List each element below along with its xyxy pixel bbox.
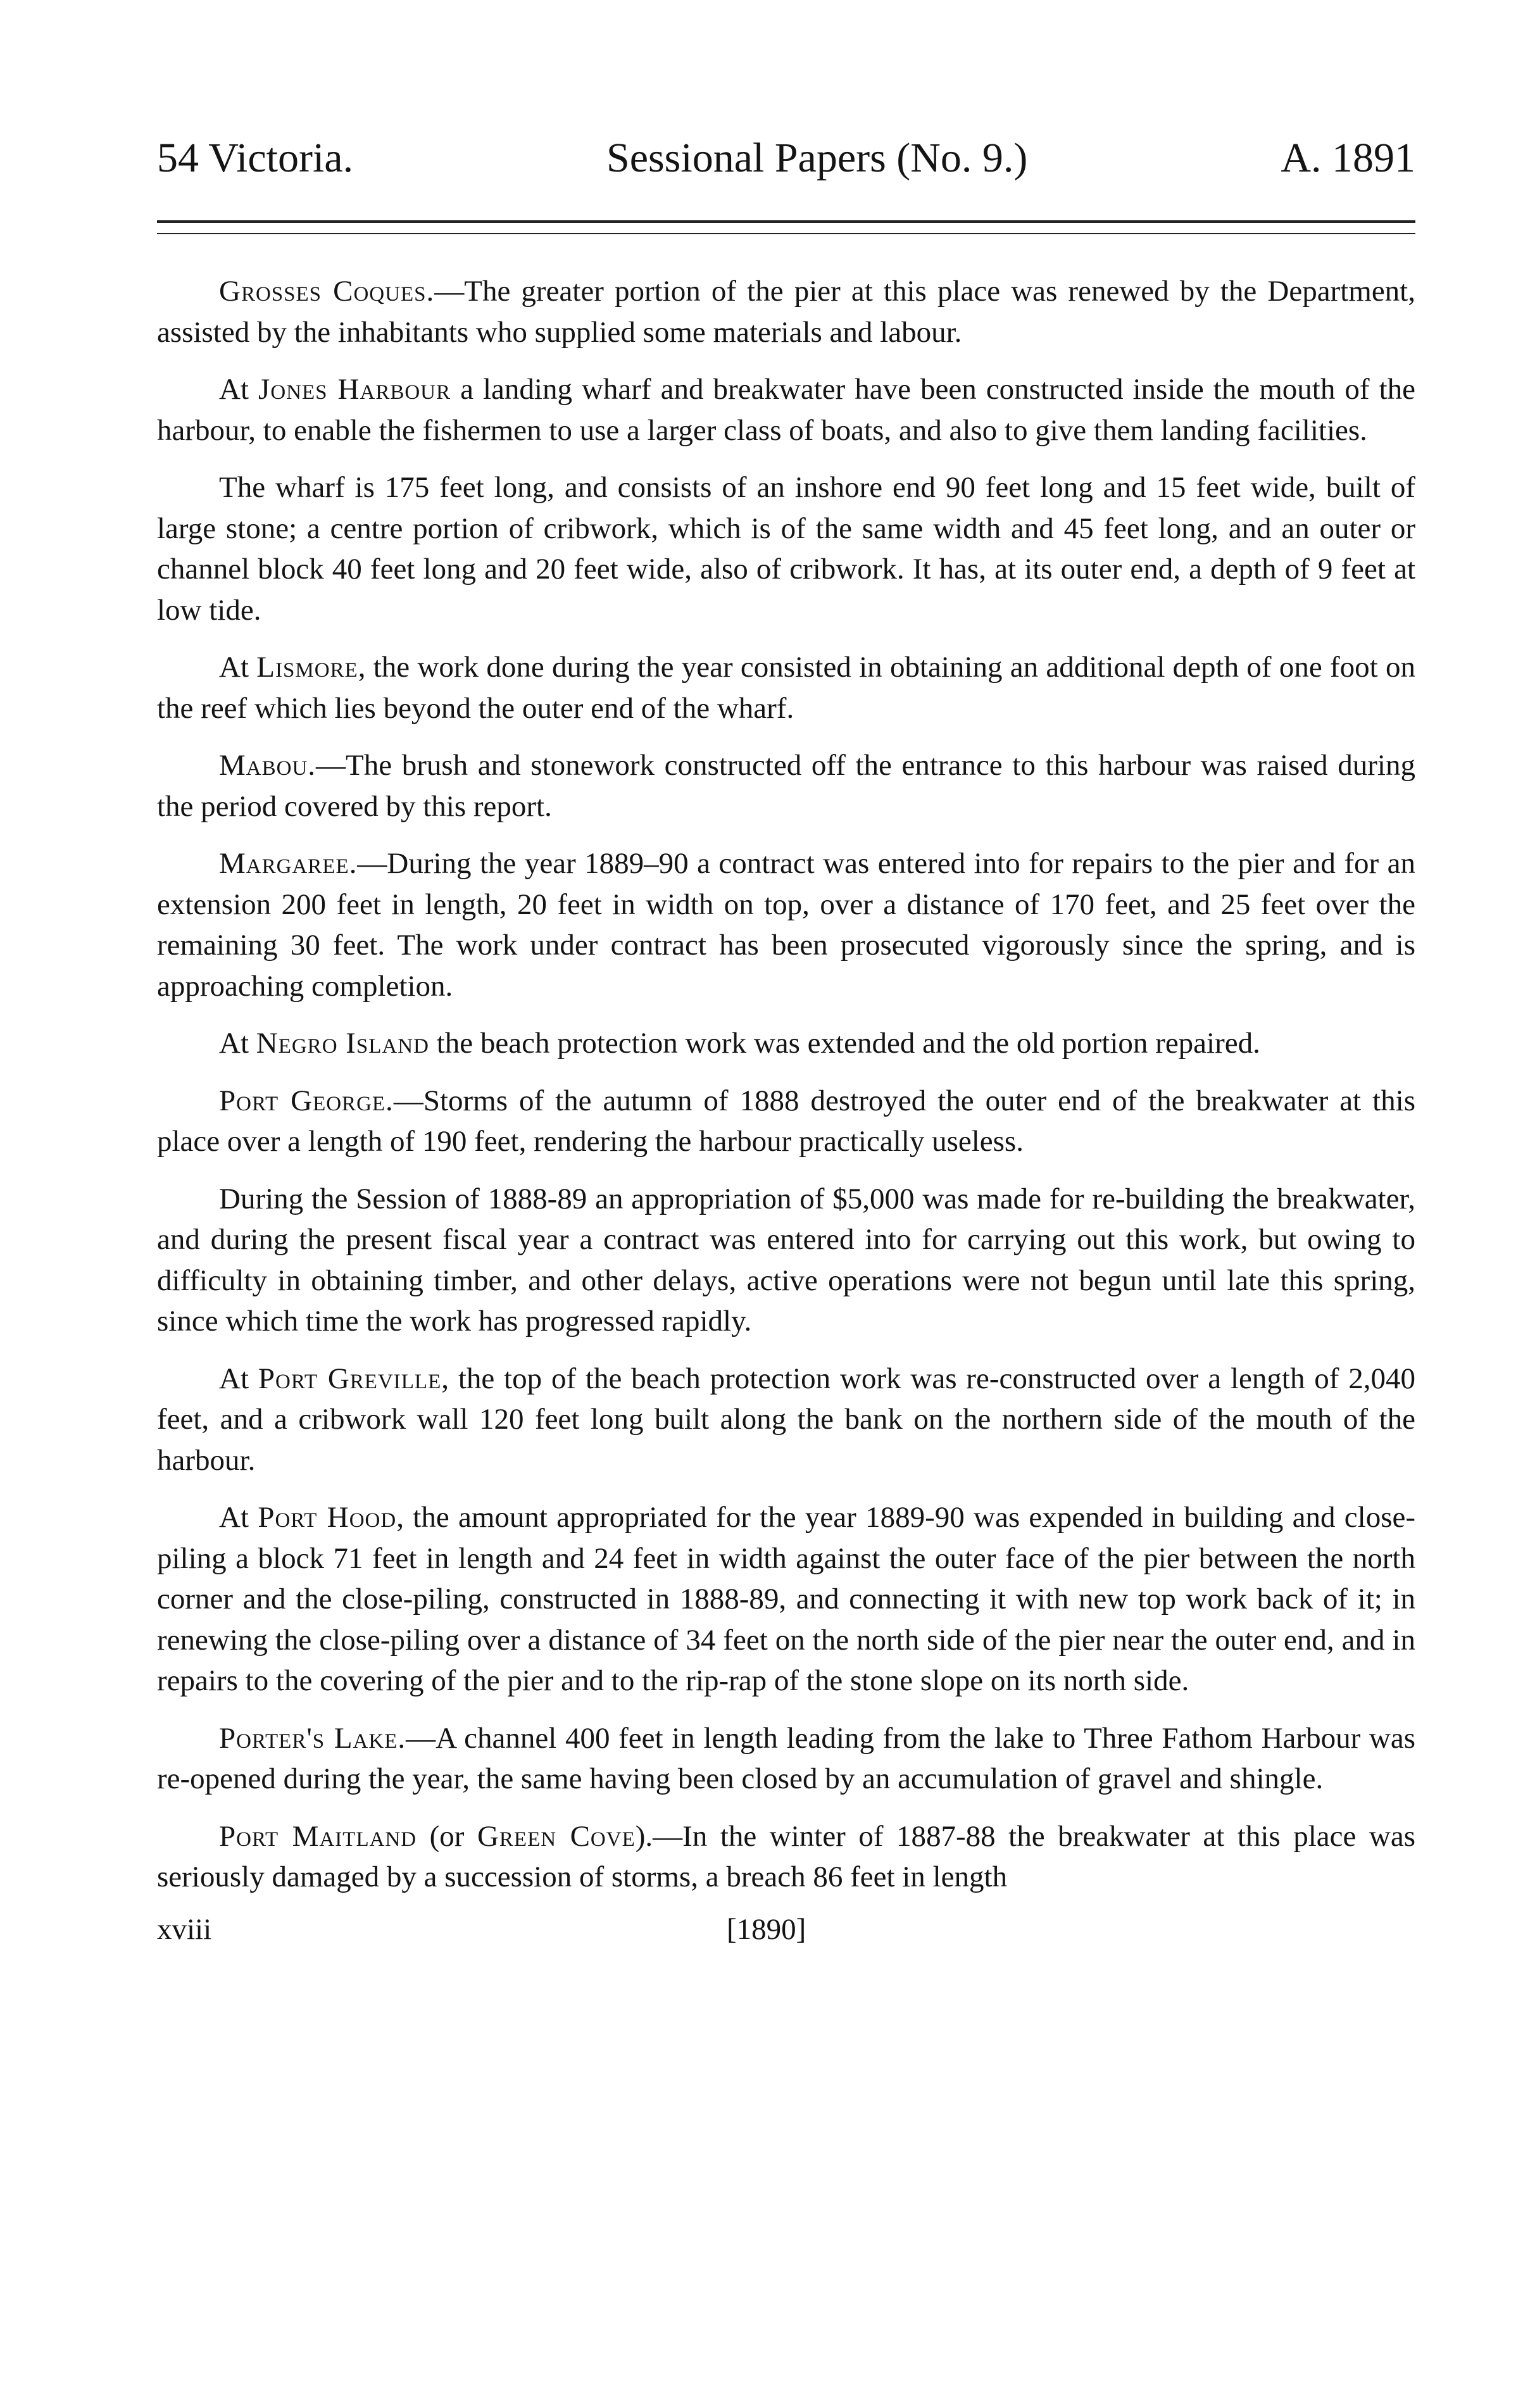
paragraph-prefix: At (219, 651, 257, 684)
signature-mark: xviii (157, 1912, 212, 1946)
paragraph-text: —Storms of the autumn of 1888 destroyed the outer end of the breakwater at this place over a length of 190 feet, rendering the harbour practically useless. (157, 1084, 1415, 1158)
page-marker: [1890] (727, 1912, 806, 1946)
paragraph-grosses-coques (157, 271, 1415, 353)
paragraph-text: —The brush and stonework constructed off the entrance to this harbour was raised during the period covered by this report. (157, 749, 1415, 823)
running-header (157, 133, 1415, 184)
place-name: Port Maitland (219, 1819, 417, 1853)
paragraph-text: , the amount appropriated for the year 1889-90 was expended in building and close-piling a block 71 feet in length and 24 feet in width against the outer face of the pier between the north corner and the close-piling, constructed in 1888-89, and connecting it with new top work back of it; in renewing the close-piling over a distance of 34 feet on the north side of the pier near the outer end, and in repairs to the covering of the pier and to the rip-rap of the stone slope on its north side. (157, 1501, 1416, 1697)
place-name: Port Hood (258, 1501, 397, 1534)
paragraph-text: , the work done during the year consisted in obtaining an additional depth of one foot on the reef which lies beyond the outer end of the wharf. (157, 651, 1416, 725)
paragraph-session (157, 1179, 1415, 1342)
paragraph-prefix: At (219, 1027, 256, 1060)
place-name: Negro Island (256, 1027, 429, 1060)
header-rule (157, 220, 1415, 234)
paragraph-text: —The greater portion of the pier at this place was renewed by the Department, assisted by the inhabitants who supplied some materials and labour. (157, 275, 1415, 349)
paragraph-margaree (157, 843, 1415, 1006)
paragraph-text: —A channel 400 feet in length leading from the lake to Three Fathom Harbour was re-opened during the year, the same having been closed by an accumulation of gravel and shingle. (157, 1721, 1415, 1795)
paragraph-mabou (157, 745, 1415, 827)
paragraph-text: the beach protection work was extended and the old portion repaired. (429, 1027, 1260, 1060)
paragraph-text: (or (417, 1819, 477, 1853)
paragraph-prefix: At (219, 373, 259, 406)
paragraph-wharf (157, 467, 1415, 630)
place-name: Porter's Lake. (219, 1721, 406, 1755)
paragraph-text: The wharf is 175 feet long, and consists of an inshore end 90 feet long and 15 feet wide, built of large stone; a centre portion of cribwork, which is of the same width and 45 feet long, and an outer or channel block 40 feet long and 20 feet wide, also of cribwork. It has, at its outer end, a depth of 9 feet at low tide. (157, 471, 1415, 627)
header-volume: 54 Victoria. (157, 135, 354, 181)
place-name-alt: Green Cove (477, 1819, 636, 1853)
place-name: Lismore (256, 651, 358, 684)
page-footer (157, 1910, 1415, 1948)
place-name: Jones Harbour (258, 373, 451, 406)
place-name: Grosses Coques. (219, 275, 435, 308)
body-text (157, 271, 1415, 1898)
header-year: A. 1891 (1281, 135, 1415, 181)
paragraph-porters-lake (157, 1718, 1415, 1800)
paragraph-prefix: At (219, 1501, 258, 1534)
paragraph-text: —During the year 1889–90 a contract was entered into for repairs to the pier and for an extension 200 feet in length, 20 feet in width on top, over a distance of 170 feet, and 25 feet over the remaining 30 feet. The work under contract has been prosecuted vigorously since the spring, and is approaching completion. (157, 847, 1415, 1003)
place-name: Port Greville (258, 1362, 442, 1395)
paragraph-port-hood (157, 1497, 1415, 1702)
header-title: Sessional Papers (No. 9.) (606, 135, 1028, 181)
page (157, 133, 1415, 1948)
paragraph-text: a landing wharf and breakwater have been constructed inside the mouth of the harbour, to enable the fishermen to use a larger class of boats, and also to give them landing facilities. (157, 373, 1416, 447)
paragraph-negro-island (157, 1023, 1415, 1064)
place-name: Port George. (219, 1084, 394, 1117)
place-name: Margaree. (219, 847, 358, 880)
paragraph-prefix: At (219, 1362, 258, 1395)
paragraph-jones-harbour (157, 369, 1415, 451)
paragraph-port-greville (157, 1358, 1415, 1481)
paragraph-lismore (157, 647, 1415, 729)
place-name: Mabou. (219, 749, 317, 782)
paragraph-text: , the top of the beach protection work was re-constructed over a length of 2,040 feet, and a cribwork wall 120 feet long built along the bank on the northern side of the mouth of the harbour. (157, 1362, 1416, 1477)
paragraph-text: ).—In the winter of 1887-88 the breakwater at this place was seriously damaged by a succession of storms, a breach 86 feet in length (157, 1819, 1415, 1893)
paragraph-port-maitland (157, 1816, 1415, 1898)
paragraph-port-george (157, 1081, 1415, 1162)
paragraph-text: During the Session of 1888-89 an appropriation of $5,000 was made for re-building the breakwater, and during the present fiscal year a contract was entered into for carrying out this work, but owing to difficulty in obtaining timber, and other delays, active operations were not begun until late this spring, since which time the work has progressed rapidly. (157, 1182, 1415, 1338)
